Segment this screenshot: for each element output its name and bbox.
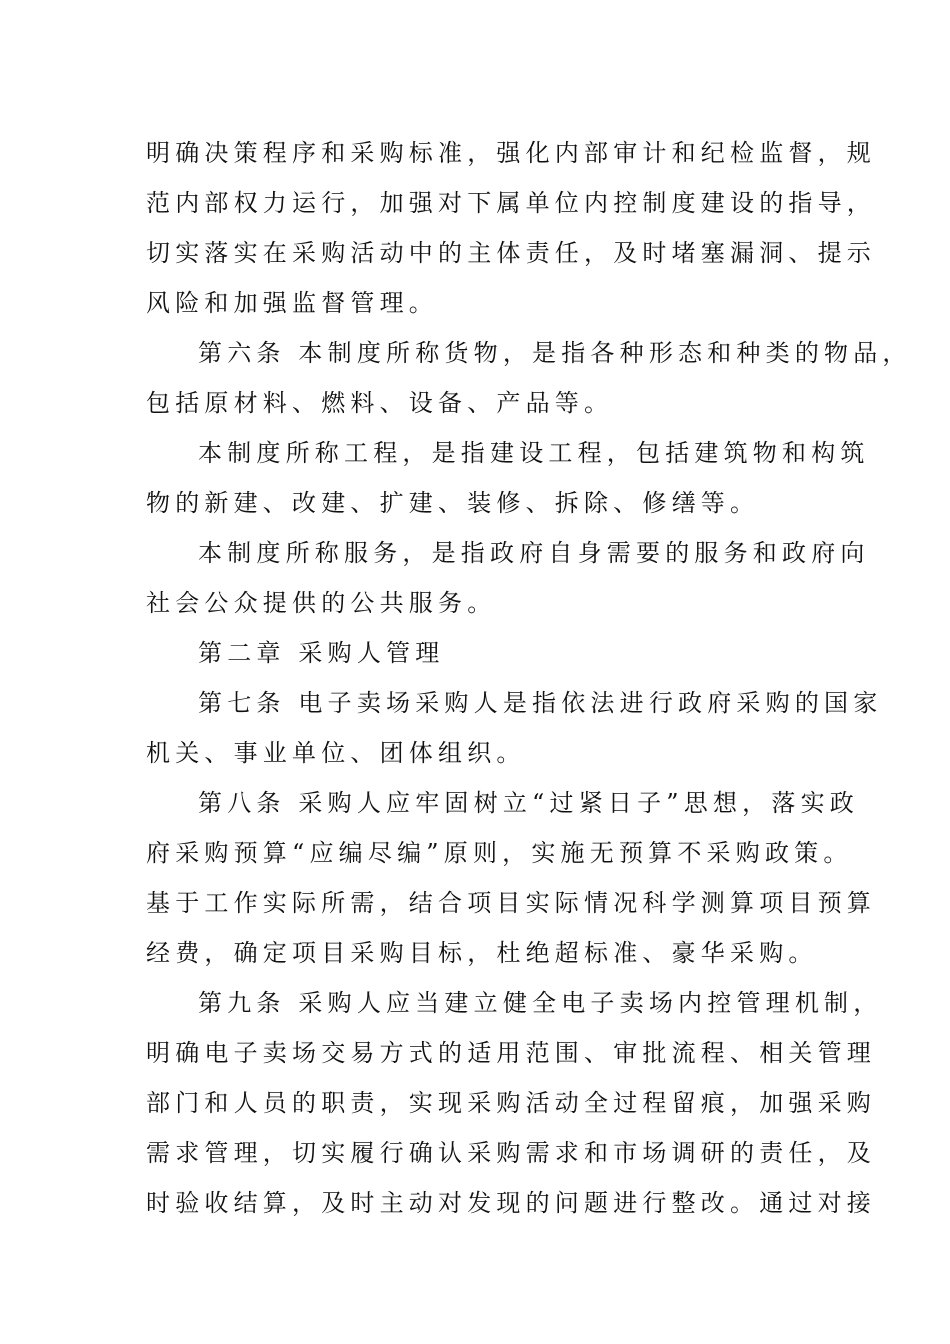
text-line: 明确决策程序和采购标准，强化内部审计和纪检监督，规	[146, 139, 876, 167]
text-line: 物的新建、改建、扩建、装修、拆除、修缮等。	[146, 489, 760, 517]
paragraph-first-line: 本制度所称服务，是指政府自身需要的服务和政府向	[198, 539, 870, 567]
text-line: 经费，确定项目采购目标，杜绝超标准、豪华采购。	[146, 939, 818, 967]
text-line: 需求管理，切实履行确认采购需求和市场调研的责任，及	[146, 1139, 876, 1167]
document-body	[146, 128, 912, 1228]
text-line: 风险和加强监督管理。	[146, 289, 438, 317]
paragraph-first-line: 本制度所称工程，是指建设工程，包括建筑物和构筑	[198, 439, 870, 467]
article-6-first-line: 第六条 本制度所称货物，是指各种形态和种类的物品，	[198, 339, 912, 367]
text-line: 包括原材料、燃料、设备、产品等。	[146, 389, 614, 417]
chapter-heading: 第二章 采购人管理	[198, 639, 445, 667]
text-line: 切实落实在采购活动中的主体责任，及时堵塞漏洞、提示	[146, 239, 876, 267]
text-line: 社会公众提供的公共服务。	[146, 589, 497, 617]
article-7-first-line: 第七条 电子卖场采购人是指依法进行政府采购的国家	[198, 689, 883, 717]
article-9-first-line: 第九条 采购人应当建立健全电子卖场内控管理机制，	[198, 989, 883, 1017]
article-8-first-line: 第八条 采购人应牢固树立“过紧日子”思想，落实政	[198, 789, 859, 817]
text-line: 明确电子卖场交易方式的适用范围、审批流程、相关管理	[146, 1039, 876, 1067]
text-line: 范内部权力运行，加强对下属单位内控制度建设的指导，	[146, 189, 876, 217]
text-line: 机关、事业单位、团体组织。	[146, 739, 526, 767]
text-line: 府采购预算“应编尽编”原则，实施无预算不采购政策。	[146, 839, 853, 867]
text-line: 基于工作实际所需，结合项目实际情况科学测算项目预算	[146, 889, 876, 917]
text-line: 时验收结算，及时主动对发现的问题进行整改。通过对接	[146, 1189, 876, 1217]
text-line: 部门和人员的职责，实现采购活动全过程留痕，加强采购	[146, 1089, 876, 1117]
